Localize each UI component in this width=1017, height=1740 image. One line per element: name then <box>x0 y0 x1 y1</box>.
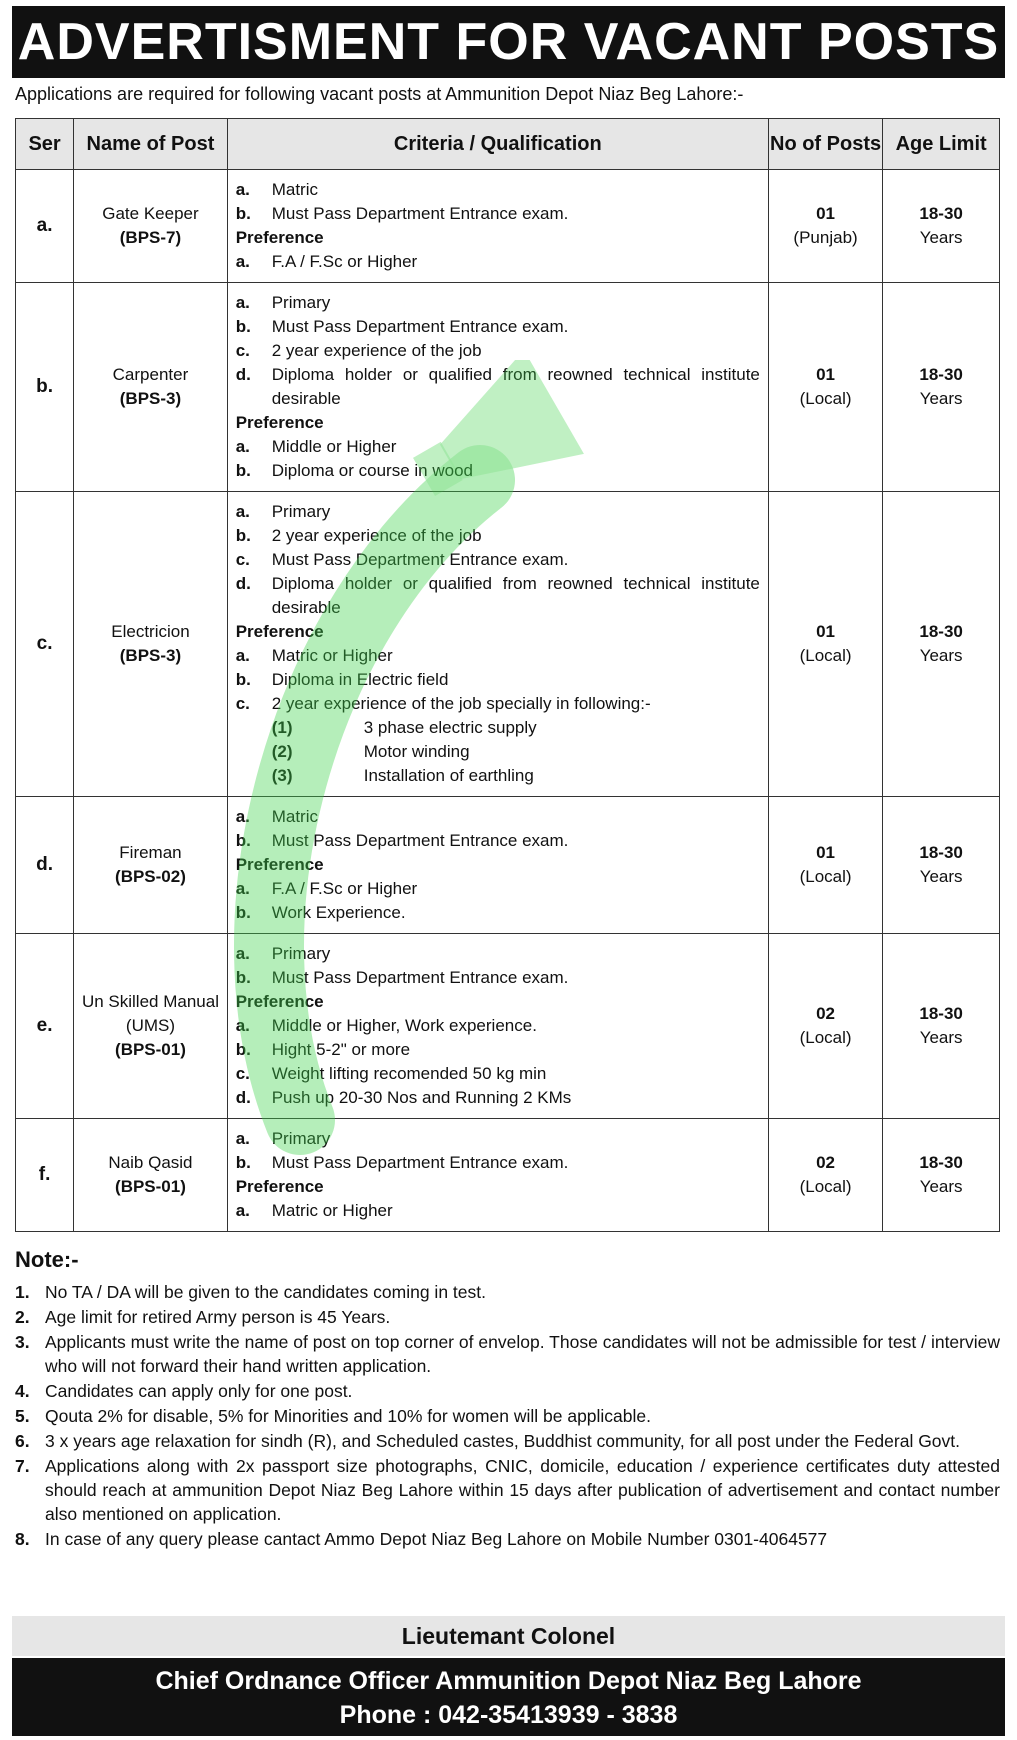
age-range: 18-30 <box>919 843 963 862</box>
criteria-item <box>236 1127 760 1151</box>
item-text: Must Pass Department Entrance exam. <box>271 1153 569 1172</box>
intro-text: Applications are required for following vacant posts at Ammunition Depot Niaz Beg Lahore:- <box>15 84 744 104</box>
item-text: Primary <box>271 502 331 521</box>
item-marker: b. <box>235 903 251 922</box>
posts-count: 02 <box>816 1153 836 1172</box>
item-text: Primary <box>271 944 331 963</box>
criteria-item <box>236 315 760 339</box>
notes-section <box>15 1248 1000 1552</box>
age-limit-cell <box>883 797 1000 934</box>
note-item <box>15 1379 1000 1403</box>
age-unit: Years <box>919 389 963 408</box>
note-item <box>15 1404 1000 1428</box>
criteria-cell <box>227 934 768 1119</box>
note-item <box>15 1280 1000 1304</box>
item-text: Installation of earthling <box>363 766 534 785</box>
criteria-cell <box>227 797 768 934</box>
no-of-posts-cell <box>768 170 882 283</box>
no-of-posts-cell <box>768 492 882 797</box>
item-text: Diploma in Electric field <box>271 670 449 689</box>
item-marker: d. <box>235 1088 251 1107</box>
criteria-cell <box>227 170 768 283</box>
no-of-posts-cell <box>768 934 882 1119</box>
posts-quota: (Local) <box>799 1028 852 1047</box>
criteria-cell <box>227 283 768 492</box>
criteria-item <box>236 966 760 990</box>
item-marker: a. <box>235 1016 250 1035</box>
item-text: Matric or Higher <box>271 646 393 665</box>
post-name-cell <box>74 170 228 283</box>
table-row <box>16 283 1000 492</box>
office-name: Chief Ordnance Officer Ammunition Depot Niaz Beg Lahore <box>155 1667 862 1695</box>
post-name: Electricion <box>111 622 190 641</box>
item-marker: 1. <box>15 1282 30 1302</box>
preference-subitem <box>236 716 760 740</box>
table-header-row <box>16 119 1000 170</box>
age-range: 18-30 <box>919 204 963 223</box>
criteria-item <box>236 548 760 572</box>
serial-cell: d. <box>16 797 74 934</box>
header-no-of-posts: No of Posts <box>768 119 882 170</box>
criteria-item <box>236 1151 760 1175</box>
no-of-posts-cell <box>768 283 882 492</box>
post-name: Carpenter <box>112 365 189 384</box>
post-bps: (BPS-3) <box>119 389 182 408</box>
age-limit-cell <box>883 283 1000 492</box>
item-marker: b. <box>235 461 251 480</box>
vacant-posts-table <box>15 118 1000 1232</box>
criteria-cell <box>227 492 768 797</box>
item-marker: d. <box>235 574 251 593</box>
item-marker: a. <box>235 502 250 521</box>
item-marker: 2. <box>15 1307 30 1327</box>
item-marker: d. <box>235 365 251 384</box>
criteria-item <box>236 500 760 524</box>
table-row <box>16 170 1000 283</box>
item-marker: a. <box>235 437 250 456</box>
preference-label: Preference <box>235 228 324 247</box>
post-name-cell <box>74 934 228 1119</box>
signatory-rank: Lieutemant Colonel <box>12 1616 1005 1656</box>
item-text: Applicants must write the name of post on top corner of envelop. Those candidates will not be admissible for test / interview who will not forward their hand written application. <box>45 1332 1000 1376</box>
item-marker: (2) <box>271 742 293 761</box>
item-text: Applications along with 2x passport size photographs, CNIC, domicile, education / experience certificates duty attested should reach at ammunition Depot Niaz Beg Lahore within 15 days after publication of advertisement and contact number also mentioned on application. <box>45 1456 1000 1524</box>
age-unit: Years <box>919 867 963 886</box>
criteria-cell <box>227 1119 768 1232</box>
age-unit: Years <box>919 1177 963 1196</box>
no-of-posts-cell <box>768 797 882 934</box>
age-unit: Years <box>919 646 963 665</box>
posts-count: 01 <box>816 843 836 862</box>
posts-quota: (Local) <box>799 646 852 665</box>
posts-count: 01 <box>816 204 836 223</box>
header-age-limit: Age Limit <box>883 119 1000 170</box>
item-text: Middle or Higher, Work experience. <box>271 1016 537 1035</box>
posts-count: 01 <box>816 622 836 641</box>
item-marker: a. <box>235 1201 250 1220</box>
post-name: Fireman <box>119 843 182 862</box>
item-text: Must Pass Department Entrance exam. <box>271 968 569 987</box>
item-text: Push up 20-30 Nos and Running 2 KMs <box>271 1088 572 1107</box>
preference-item <box>236 877 760 901</box>
age-range: 18-30 <box>919 365 963 384</box>
notes-list <box>15 1280 1000 1551</box>
item-marker: a. <box>235 944 250 963</box>
preference-item <box>236 435 760 459</box>
item-text: Hight 5-2" or more <box>271 1040 411 1059</box>
criteria-item <box>236 829 760 853</box>
table-row <box>16 1119 1000 1232</box>
item-marker: b. <box>235 526 251 545</box>
post-name-cell <box>74 797 228 934</box>
criteria-item <box>236 942 760 966</box>
item-marker: a. <box>235 646 250 665</box>
item-marker: (1) <box>271 718 293 737</box>
note-item <box>15 1527 1000 1551</box>
preference-label: Preference <box>235 413 324 432</box>
item-text: Diploma holder or qualified from reowned technical institute desirable <box>271 574 760 617</box>
note-item <box>15 1305 1000 1329</box>
item-marker: 5. <box>15 1406 30 1426</box>
header-name-of-post: Name of Post <box>74 119 228 170</box>
item-text: Must Pass Department Entrance exam. <box>271 317 569 336</box>
table-row <box>16 492 1000 797</box>
preference-item <box>236 1038 760 1062</box>
item-text: Candidates can apply only for one post. <box>45 1381 353 1401</box>
item-marker: a. <box>235 807 250 826</box>
item-marker: 7. <box>15 1456 30 1476</box>
posts-quota: (Local) <box>799 389 852 408</box>
post-bps: (BPS-02) <box>115 867 186 886</box>
item-marker: a. <box>235 180 250 199</box>
posts-quota: (Local) <box>799 1177 852 1196</box>
preference-item <box>236 250 760 274</box>
item-text: Weight lifting recomended 50 kg min <box>271 1064 547 1083</box>
item-text: Matric <box>271 807 318 826</box>
serial-cell: c. <box>16 492 74 797</box>
note-item <box>15 1330 1000 1378</box>
item-marker: c. <box>235 694 250 713</box>
no-of-posts-cell <box>768 1119 882 1232</box>
item-text: F.A / F.Sc or Higher <box>271 879 418 898</box>
office-phone: Phone : 042-35413939 - 3838 <box>339 1701 678 1729</box>
item-text: Primary <box>271 293 331 312</box>
preference-label: Preference <box>235 992 324 1011</box>
preference-item <box>236 644 760 668</box>
posts-count: 01 <box>816 365 836 384</box>
item-marker: a. <box>235 293 250 312</box>
item-text: F.A / F.Sc or Higher <box>271 252 418 271</box>
preference-item <box>236 692 760 716</box>
item-text: Middle or Higher <box>271 437 397 456</box>
item-text: Qouta 2% for disable, 5% for Minorities and 10% for women will be applicable. <box>45 1406 652 1426</box>
item-marker: a. <box>235 252 250 271</box>
serial-cell: e. <box>16 934 74 1119</box>
age-range: 18-30 <box>919 622 963 641</box>
item-marker: b. <box>235 1040 251 1059</box>
item-marker: a. <box>235 1129 250 1148</box>
criteria-item <box>236 805 760 829</box>
preference-item <box>236 1086 760 1110</box>
footer-contact <box>12 1658 1005 1736</box>
preference-item <box>236 1199 760 1223</box>
preference-label: Preference <box>235 855 324 874</box>
post-name-cell <box>74 492 228 797</box>
advertisement-title: ADVERTISMENT FOR VACANT POSTS <box>12 6 1005 78</box>
post-bps: (BPS-01) <box>115 1177 186 1196</box>
post-name: Gate Keeper <box>102 204 199 223</box>
header-ser: Ser <box>16 119 74 170</box>
item-text: Diploma or course in wood <box>271 461 473 480</box>
item-text: 2 year experience of the job <box>271 526 482 545</box>
item-marker: c. <box>235 550 250 569</box>
post-name: Un Skilled Manual (UMS) <box>81 992 219 1035</box>
criteria-item <box>236 291 760 315</box>
item-marker: c. <box>235 341 250 360</box>
item-text: Matric or Higher <box>271 1201 393 1220</box>
age-limit-cell <box>883 170 1000 283</box>
posts-quota: (Local) <box>799 867 852 886</box>
table-row <box>16 934 1000 1119</box>
post-bps: (BPS-01) <box>115 1040 186 1059</box>
preference-subitem <box>236 740 760 764</box>
item-text: 2 year experience of the job <box>271 341 482 360</box>
preference-item <box>236 1062 760 1086</box>
note-item <box>15 1454 1000 1526</box>
age-unit: Years <box>919 228 963 247</box>
serial-cell: b. <box>16 283 74 492</box>
posts-count: 02 <box>816 1004 836 1023</box>
preference-item <box>236 459 760 483</box>
item-marker: 6. <box>15 1431 30 1451</box>
post-bps: (BPS-3) <box>119 646 182 665</box>
age-unit: Years <box>919 1028 963 1047</box>
item-marker: c. <box>235 1064 250 1083</box>
item-text: Motor winding <box>363 742 470 761</box>
item-text: In case of any query please cantact Ammo Depot Niaz Beg Lahore on Mobile Number 0301-4064577 <box>45 1529 828 1549</box>
post-name-cell <box>74 1119 228 1232</box>
header-criteria: Criteria / Qualification <box>227 119 768 170</box>
item-marker: a. <box>235 879 250 898</box>
item-marker: b. <box>235 831 251 850</box>
item-text: 2 year experience of the job specially in following:- <box>271 694 651 713</box>
posts-quota: (Punjab) <box>793 228 858 247</box>
item-text: No TA / DA will be given to the candidates coming in test. <box>45 1282 486 1302</box>
table-body <box>16 170 1000 1232</box>
item-text: 3 phase electric supply <box>363 718 537 737</box>
item-text: Work Experience. <box>271 903 406 922</box>
criteria-item <box>236 572 760 620</box>
item-marker: b. <box>235 670 251 689</box>
criteria-item <box>236 202 760 226</box>
serial-cell: a. <box>16 170 74 283</box>
item-text: Primary <box>271 1129 331 1148</box>
preference-item <box>236 901 760 925</box>
preference-label: Preference <box>235 1177 324 1196</box>
item-text: Must Pass Department Entrance exam. <box>271 204 569 223</box>
criteria-item <box>236 363 760 411</box>
notes-heading: Note:- <box>15 1247 79 1272</box>
item-text: Age limit for retired Army person is 45 Years. <box>45 1307 391 1327</box>
post-bps: (BPS-7) <box>119 228 182 247</box>
age-limit-cell <box>883 492 1000 797</box>
preference-subitem <box>236 764 760 788</box>
age-limit-cell <box>883 1119 1000 1232</box>
item-marker: 4. <box>15 1381 30 1401</box>
item-marker: b. <box>235 317 251 336</box>
item-text: Diploma holder or qualified from reowned technical institute desirable <box>271 365 760 408</box>
age-range: 18-30 <box>919 1153 963 1172</box>
item-text: Must Pass Department Entrance exam. <box>271 831 569 850</box>
criteria-item <box>236 524 760 548</box>
preference-item <box>236 1014 760 1038</box>
item-text: Must Pass Department Entrance exam. <box>271 550 569 569</box>
preference-label: Preference <box>235 622 324 641</box>
post-name-cell <box>74 283 228 492</box>
item-marker: 8. <box>15 1529 30 1549</box>
criteria-item <box>236 178 760 202</box>
preference-item <box>236 668 760 692</box>
post-name: Naib Qasid <box>108 1153 193 1172</box>
age-range: 18-30 <box>919 1004 963 1023</box>
item-marker: 3. <box>15 1332 30 1352</box>
item-marker: b. <box>235 204 251 223</box>
item-marker: (3) <box>271 766 293 785</box>
age-limit-cell <box>883 934 1000 1119</box>
table-row <box>16 797 1000 934</box>
criteria-item <box>236 339 760 363</box>
item-marker: b. <box>235 968 251 987</box>
item-text: Matric <box>271 180 318 199</box>
item-text: 3 x years age relaxation for sindh (R), and Scheduled castes, Buddhist community, for all post under the Federal Govt. <box>45 1431 961 1451</box>
serial-cell: f. <box>16 1119 74 1232</box>
note-item <box>15 1429 1000 1453</box>
item-marker: b. <box>235 1153 251 1172</box>
